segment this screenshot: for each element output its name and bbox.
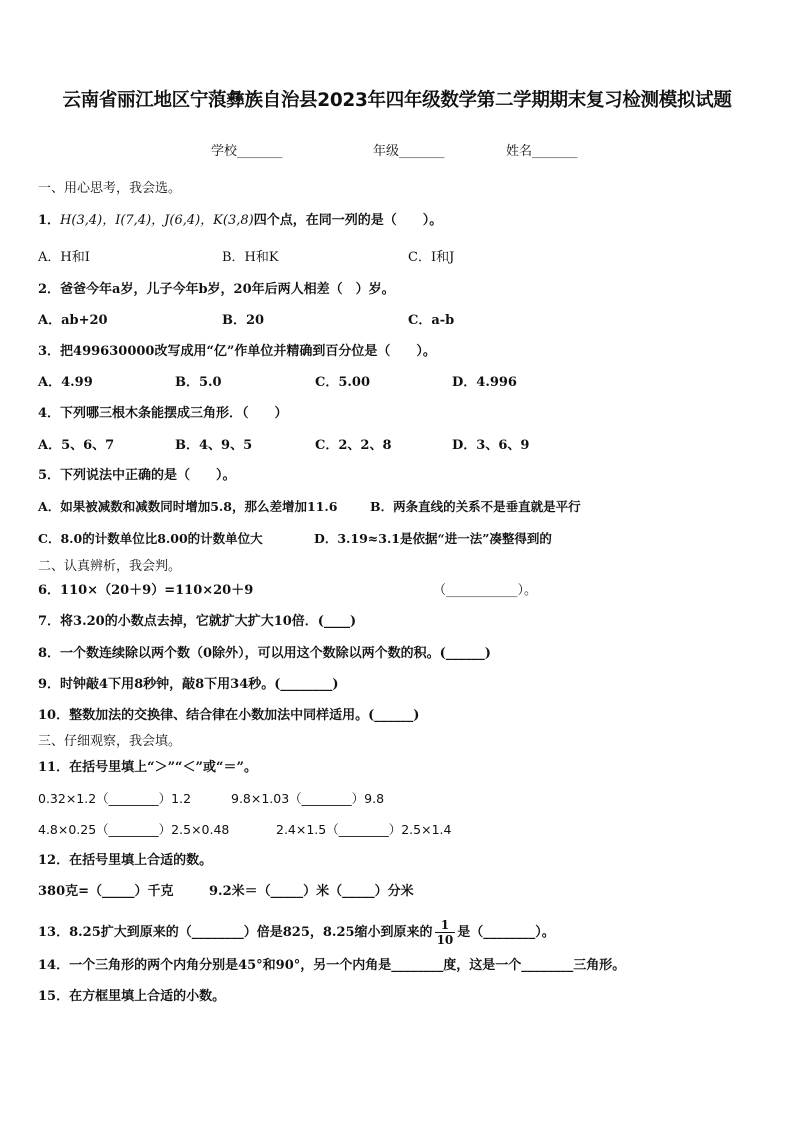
question-11: 11．在括号里填上“＞”“＜”或“＝”。 (38, 760, 257, 775)
q3-option-c: C．5.00 (315, 375, 371, 390)
q5-option-c: C．8.0的计数单位比8.00的计数单位大 (38, 531, 263, 546)
q11-compare-4: 2.4×1.5（________）2.5×1.4 (276, 822, 452, 837)
section-heading-3: 三、仔细观察，我会填。 (38, 734, 182, 749)
question-12: 12．在括号里填上合适的数。 (38, 853, 213, 868)
q11-compare-1: 0.32×1.2（________）1.2 (38, 791, 192, 806)
q6-answer-blank: （___________）。 (433, 583, 538, 598)
one-tenth-fraction (435, 918, 456, 947)
q4-option-b: B．4、9、5 (175, 438, 253, 453)
q12-blank-1: 380克=（_____）千克 (38, 884, 174, 899)
q5-option-b: B．两条直线的关系不是垂直就是平行 (370, 499, 581, 514)
q1-option-b: B．H和K (222, 250, 279, 265)
question-3: 3．把499630000改写成用“亿”作单位并精确到百分位是（ ）。 (38, 344, 436, 359)
section-heading-2: 二、认真辨析，我会判。 (38, 559, 182, 574)
question-4: 4．下列哪三根木条能摆成三角形．（ ） (38, 406, 288, 421)
question-10: 10．整数加法的交换律、结合律在小数加法中同样适用。(______) (38, 708, 420, 723)
q5-option-d: D．3.19≈3.1是依据“进一法”凑整得到的 (314, 531, 552, 546)
page-title: 云南省丽江地区宁蒗彝族自治县2023年四年级数学第二学期期末复习检测模拟试题 (62, 90, 732, 111)
school-field: 学校_______ (211, 144, 283, 159)
section-heading-1: 一、用心思考，我会选。 (38, 181, 182, 196)
q1-points: H(3,4)，I(7,4)，J(6,4)，K(3,8) (60, 213, 254, 228)
q11-compare-2: 9.8×1.03（________）9.8 (231, 791, 385, 806)
fraction-denominator: 10 (436, 933, 454, 947)
q11-compare-3: 4.8×0.25（________）2.5×0.48 (38, 822, 230, 837)
q4-option-d: D．3、6、9 (452, 438, 530, 453)
grade-field: 年级_______ (373, 144, 445, 159)
question-14: 14．一个三角形的两个内角分别是45°和90°，另一个内角是________度，这是一个________三角形。 (38, 958, 626, 973)
q13-text-2: 是（________）。 (457, 925, 555, 940)
question-8: 8．一个数连续除以两个数（0除外），可以用这个数除以两个数的积。(______) (38, 646, 491, 661)
q3-option-d: D．4.996 (452, 375, 517, 390)
q2-option-c: C．a-b (408, 313, 455, 328)
fraction-numerator: 1 (435, 918, 456, 933)
q2-option-b: B．20 (222, 313, 265, 328)
q4-option-c: C．2、2、8 (315, 438, 392, 453)
name-field: 姓名_______ (506, 144, 578, 159)
q1-option-c: C．I和J (408, 250, 455, 265)
q13-text-1: 13．8.25扩大到原来的（________）倍是825，8.25缩小到原来的 (38, 925, 433, 940)
question-6: 6．110×（20＋9）=110×20＋9 (38, 583, 254, 598)
question-2: 2．爸爸今年a岁，儿子今年b岁，20年后两人相差（ ）岁。 (38, 282, 395, 297)
q2-option-a: A．ab+20 (38, 313, 108, 328)
question-5: 5．下列说法中正确的是（ ）。 (38, 468, 236, 483)
q5-option-a: A．如果被减数和减数同时增加5.8，那么差增加11.6 (38, 499, 338, 514)
q1-option-a: A．H和I (38, 250, 90, 265)
q3-option-a: A．4.99 (38, 375, 93, 390)
q3-option-b: B．5.0 (175, 375, 222, 390)
q4-option-a: A．5、6、7 (38, 438, 115, 453)
question-7: 7．将3.20的小数点去掉，它就扩大扩大10倍．(____) (38, 614, 357, 629)
question-13 (38, 918, 555, 947)
question-9: 9．时钟敲4下用8秒钟，敲8下用34秒。(________) (38, 677, 339, 692)
question-1 (38, 212, 442, 230)
q1-number: 1． (38, 213, 61, 228)
q12-blank-2: 9.2米＝（_____）米（_____）分米 (209, 884, 414, 899)
question-15: 15．在方框里填上合适的小数。 (38, 989, 226, 1004)
q1-text: 四个点，在同一列的是（ ）。 (253, 213, 443, 228)
